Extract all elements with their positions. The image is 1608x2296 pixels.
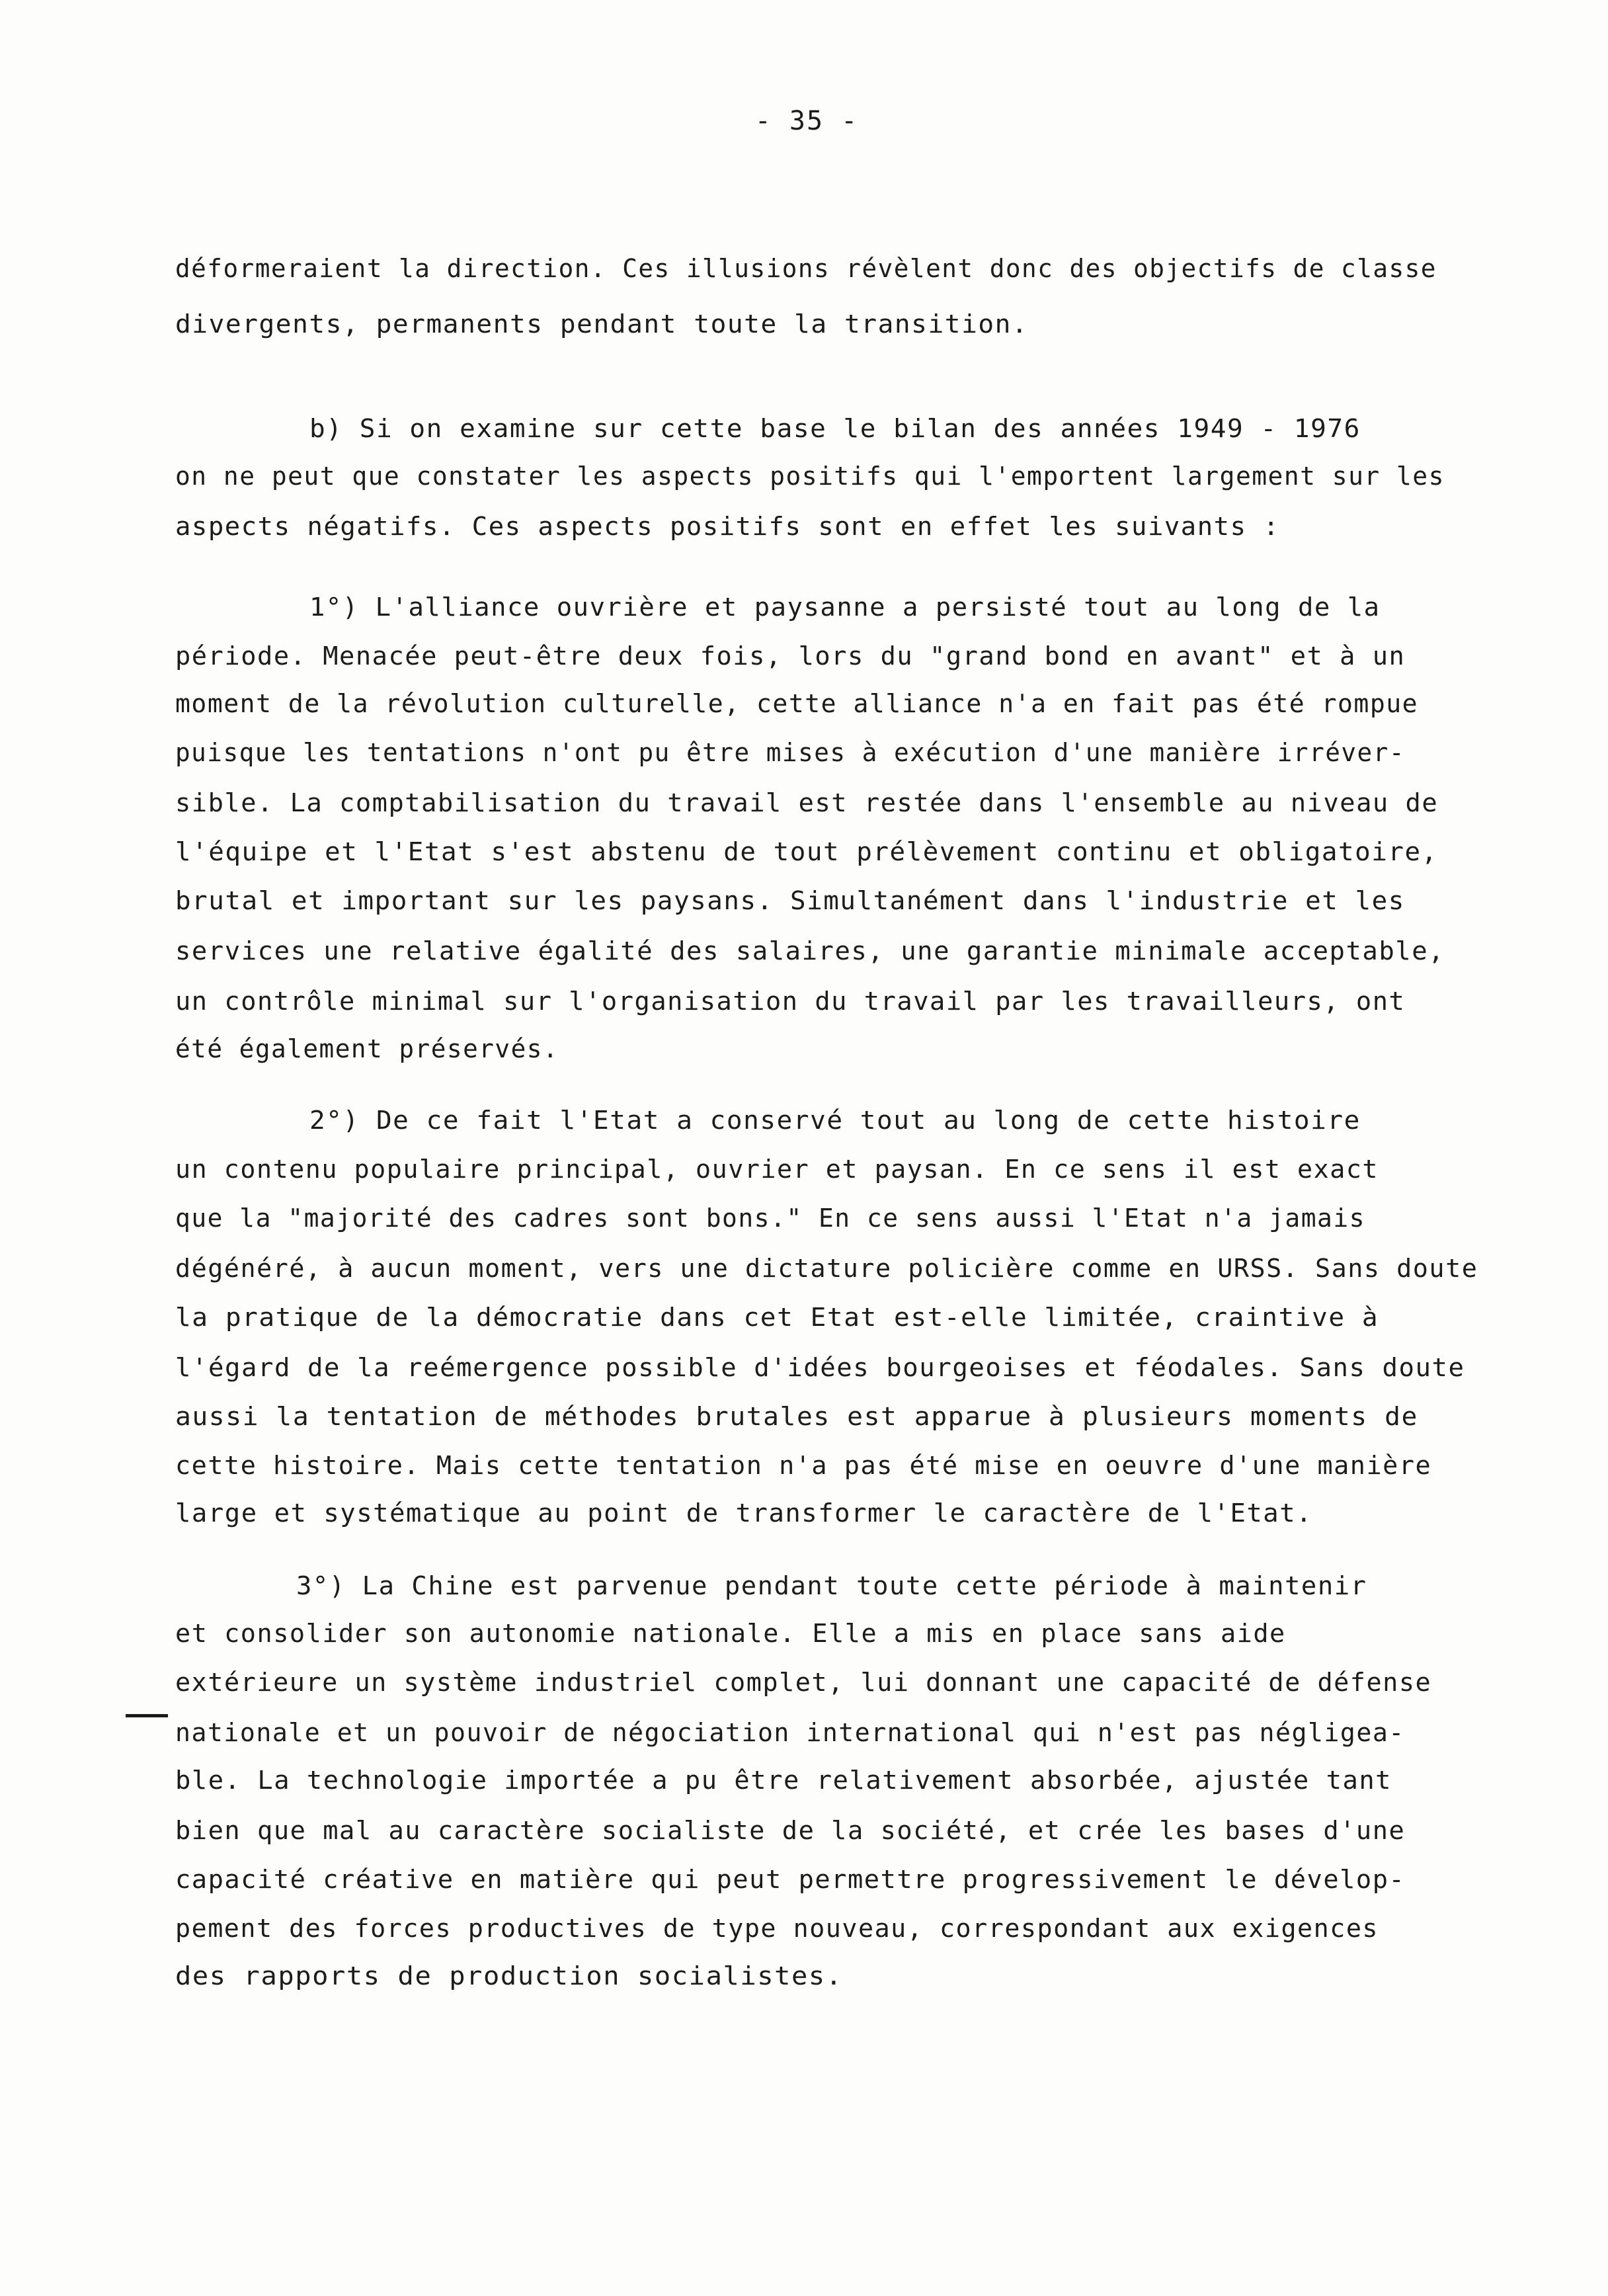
text-line: ble. La technologie importée a pu être relativement absorbée, ajustée tant [175, 1766, 1392, 1795]
text-line: aspects négatifs. Ces aspects positifs sont en effet les suivants : [175, 512, 1280, 541]
text-line: on ne peut que constater les aspects positifs qui l'emportent largement sur les [175, 462, 1445, 491]
text-line: 3°) La Chine est parvenue pendant toute cette période à maintenir [296, 1571, 1367, 1600]
text-line: 1°) L'alliance ouvrière et paysanne a persisté tout au long de la [309, 593, 1381, 622]
margin-dash-mark [126, 1714, 168, 1717]
text-line: la pratique de la démocratie dans cet Etat est-elle limitée, craintive à [175, 1303, 1379, 1332]
text-line: extérieure un système industriel complet, lui donnant une capacité de défense [175, 1668, 1432, 1697]
text-line: capacité créative en matière qui peut permettre progressivement le dévelop- [175, 1865, 1406, 1894]
text-line: l'équipe et l'Etat s'est abstenu de tout prélèvement continu et obligatoire, [175, 837, 1438, 866]
text-line: bien que mal au caractère socialiste de la société, et crée les bases d'une [175, 1816, 1406, 1845]
text-line: sible. La comptabilisation du travail est restée dans l'ensemble au niveau de [175, 788, 1439, 817]
text-line: brutal et important sur les paysans. Simultanément dans l'industrie et les [175, 886, 1405, 915]
text-line: et consolider son autonomie nationale. Elle a mis en place sans aide [175, 1619, 1286, 1648]
text-line: que la "majorité des cadres sont bons." En ce sens aussi l'Etat n'a jamais [175, 1204, 1365, 1233]
text-line: période. Menacée peut-être deux fois, lors du "grand bond en avant" et à un [175, 641, 1406, 671]
text-line: nationale et un pouvoir de négociation international qui n'est pas négligea- [175, 1718, 1405, 1747]
text-line: divergents, permanents pendant toute la transition. [175, 309, 1029, 339]
text-line: puisque les tentations n'ont pu être mises à exécution d'une manière irréver- [175, 738, 1406, 767]
text-line: aussi la tentation de méthodes brutales est apparue à plusieurs moments de [175, 1402, 1418, 1431]
page-number: - 35 - [754, 106, 859, 136]
text-line: cette histoire. Mais cette tentation n'a pas été mise en oeuvre d'une manière [175, 1451, 1432, 1480]
text-line: déformeraient la direction. Ces illusions révèlent donc des objectifs de classe [175, 254, 1437, 283]
text-line: dégénéré, à aucun moment, vers une dictature policière comme en URSS. Sans doute [175, 1254, 1478, 1283]
text-line: b) Si on examine sur cette base le bilan des années 1949 - 1976 [309, 414, 1361, 443]
text-line: l'égard de la reémergence possible d'idées bourgeoises et féodales. Sans doute [175, 1353, 1465, 1382]
text-line: un contrôle minimal sur l'organisation du travail par les travailleurs, ont [175, 987, 1406, 1016]
text-line: services une relative égalité des salaires, une garantie minimale acceptable, [175, 936, 1445, 965]
text-line: moment de la révolution culturelle, cette alliance n'a en fait pas été rompue [175, 689, 1419, 718]
text-line: été également préservés. [175, 1034, 559, 1063]
text-line: large et systématique au point de transformer le caractère de l'Etat. [175, 1498, 1313, 1528]
text-line: pement des forces productives de type nouveau, correspondant aux exigences [175, 1914, 1379, 1943]
text-line: 2°) De ce fait l'Etat a conservé tout au long de cette histoire [309, 1106, 1361, 1135]
text-line: des rapports de production socialistes. [175, 1961, 843, 1990]
text-line: un contenu populaire principal, ouvrier et paysan. En ce sens il est exact [175, 1155, 1379, 1184]
